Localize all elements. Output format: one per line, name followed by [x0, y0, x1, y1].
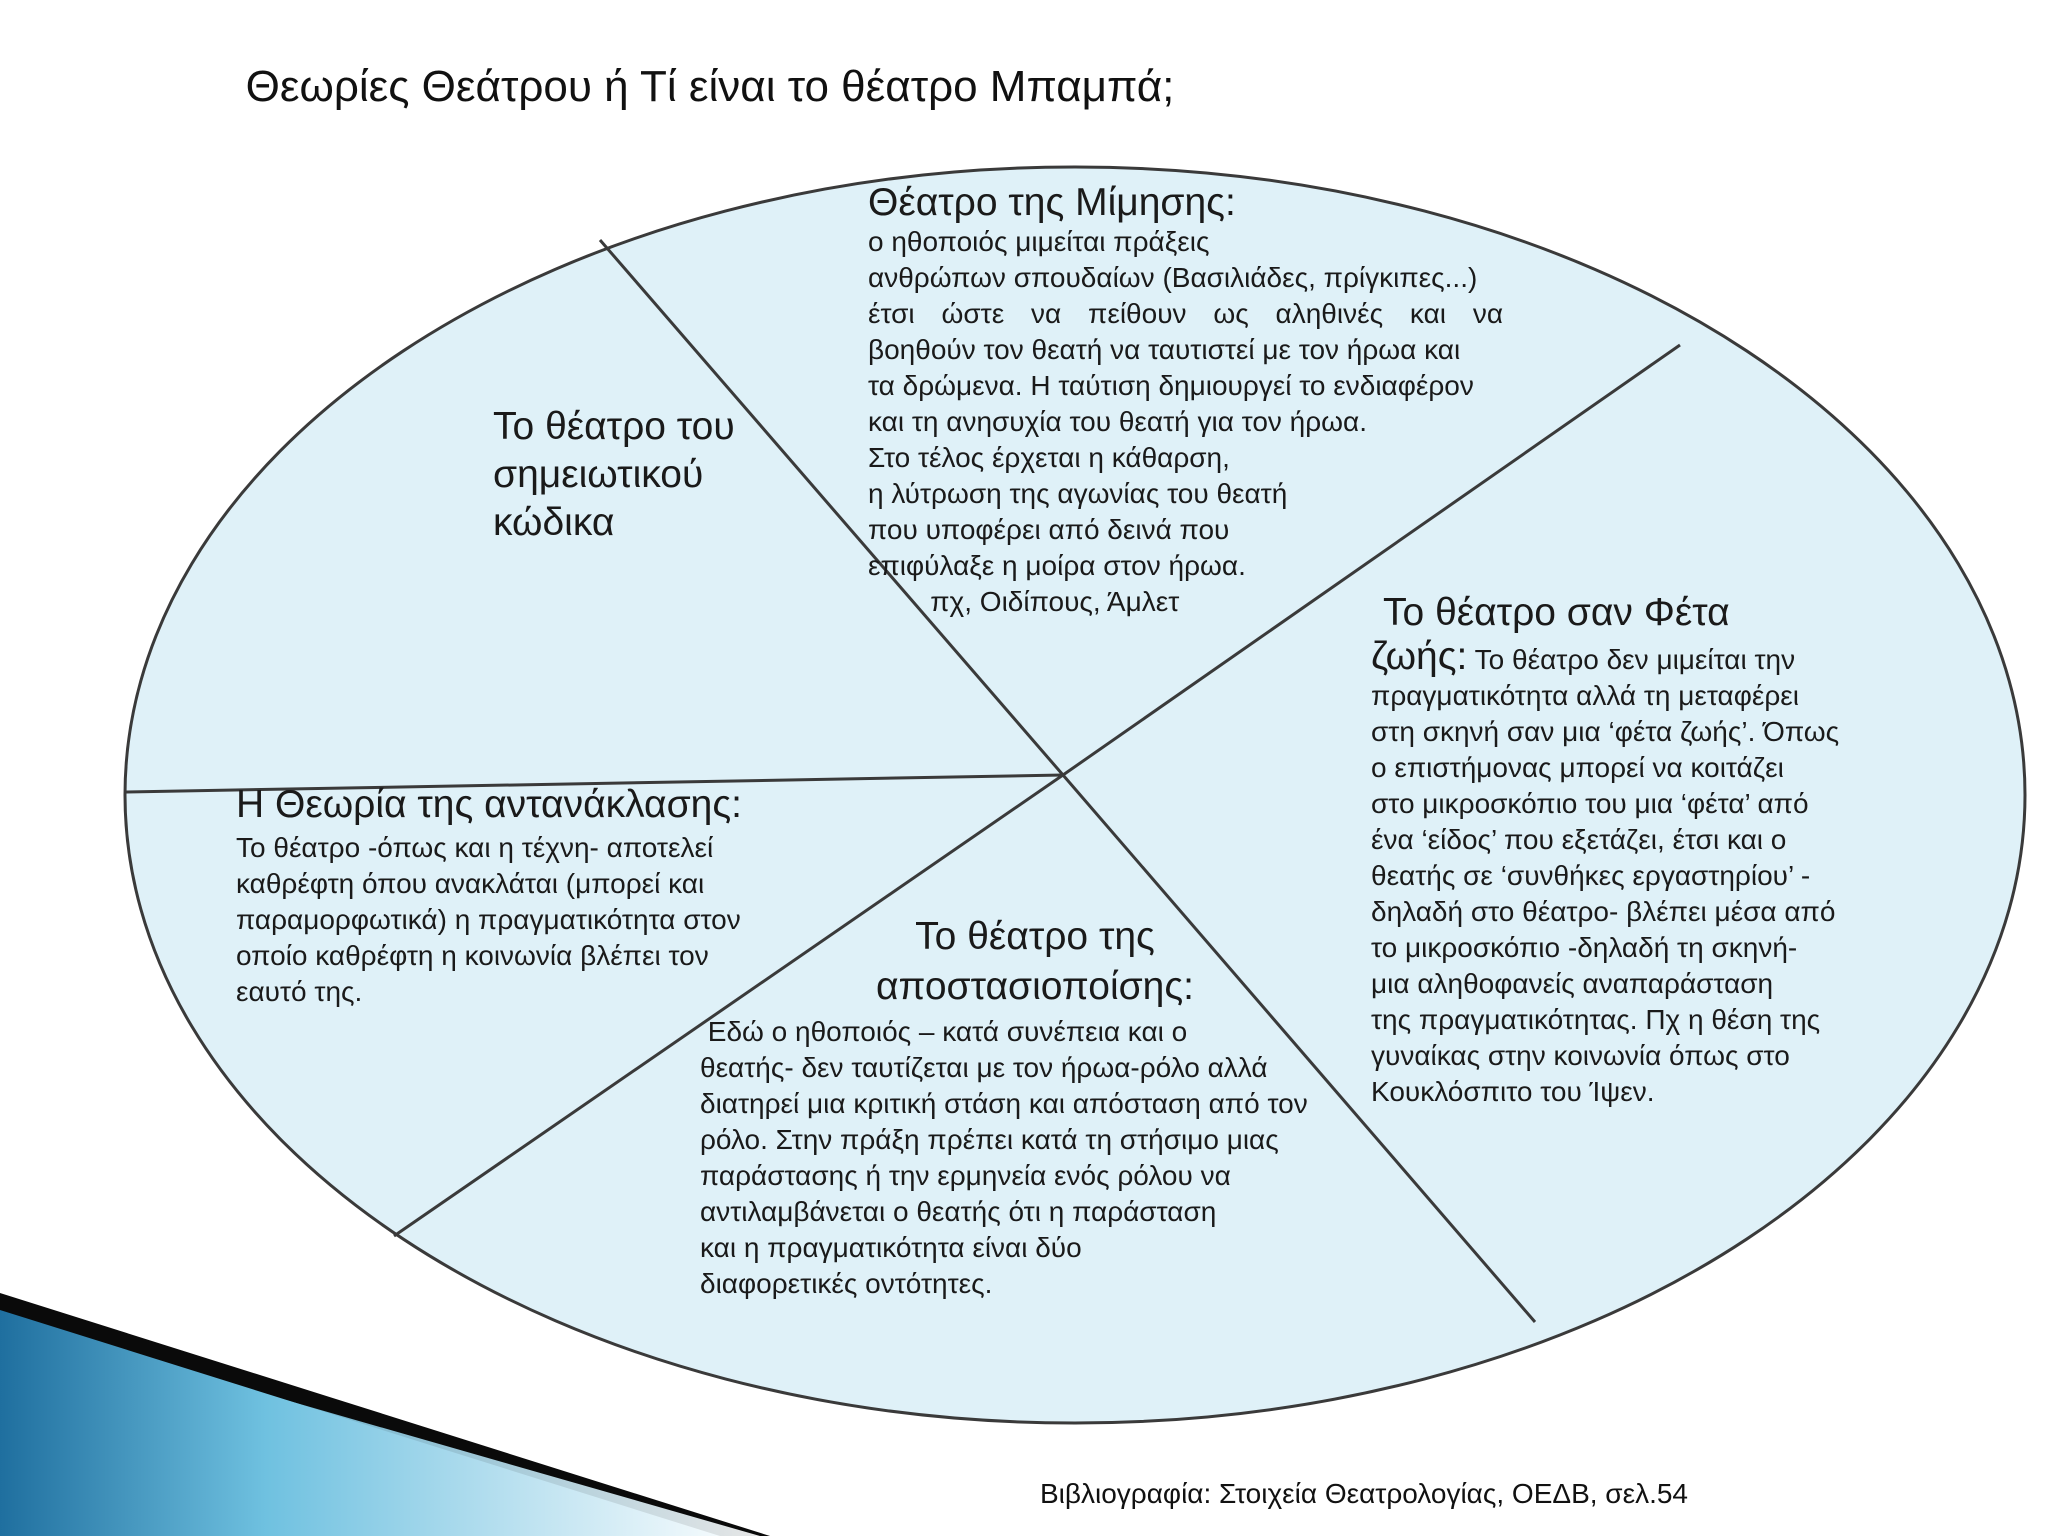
feta-line: ένα ‘είδος’ που εξετάζει, έτσι και ο: [1371, 824, 1787, 855]
apostasio-line: και η πραγματικότητα είναι δύο: [700, 1232, 1082, 1263]
mimisi-line: τα δρώμενα. Η ταύτιση δημιουργεί το ενδιαφέρον: [868, 370, 1474, 401]
feta-heading-2: ζωής:: [1371, 635, 1468, 678]
mimisi-line: πχ, Οιδίπους, Άμλετ: [868, 586, 1180, 617]
apostasio-line: παράστασης ή την ερμηνεία ενός ρόλου να: [700, 1160, 1231, 1191]
feta-line: δηλαδή στο θέατρο- βλέπει μέσα από: [1371, 896, 1836, 927]
apostasio-heading: [840, 912, 1230, 1012]
semeiotic-line: σημειωτικού: [493, 453, 704, 496]
apostasio-line: Εδώ ο ηθοποιός – κατά συνέπεια και ο: [700, 1016, 1188, 1047]
apostasio-heading-line: αποστασιοποίσης:: [875, 965, 1195, 1008]
mimisi-line: έτσι ώστε να πείθουν ως αληθινές και να: [868, 298, 1503, 329]
mimisi-line: επιφύλαξε η μοίρα στον ήρωα.: [868, 550, 1246, 581]
antanaklasi-line: καθρέφτη όπου ανακλάται (μπορεί και: [236, 868, 705, 899]
feta-line: πραγματικότητα αλλά τη μεταφέρει: [1371, 680, 1800, 711]
segment-mimisi: [868, 183, 1503, 620]
segment-semeiotic: [493, 403, 793, 547]
feta-line: μια αληθοφανείς αναπαράσταση: [1371, 968, 1774, 999]
mimisi-heading: Θέατρο της Μίμησης:: [868, 181, 1236, 224]
segment-apostasio: [700, 1014, 1340, 1302]
mimisi-line: ανθρώπων σπουδαίων (Βασιλιάδες, πρίγκιπες...): [868, 262, 1478, 293]
feta-line: θεατής σε ‘συνθήκες εργαστηρίου’ -: [1371, 860, 1811, 891]
antanaklasi-line: παραμορφωτικά) η πραγματικότητα στον: [236, 904, 741, 935]
apostasio-heading-line: Το θέατρο της: [915, 915, 1155, 958]
antanaklasi-line: εαυτό της.: [236, 976, 363, 1007]
mimisi-line: ο ηθοποιός μιμείται πράξεις: [868, 226, 1210, 257]
apostasio-line: ρόλο. Στην πράξη πρέπει κατά τη στήσιμο μιας: [700, 1124, 1279, 1155]
apostasio-line: διατηρεί μια κριτική στάση και απόσταση από τον: [700, 1088, 1308, 1119]
feta-text: [1371, 635, 1891, 1110]
feta-line: το μικροσκόπιο -δηλαδή τη σκηνή-: [1371, 932, 1798, 963]
mimisi-line: η λύτρωση της αγωνίας του θεατή: [868, 478, 1288, 509]
mimisi-line: και τη ανησυχία του θεατή για τον ήρωα.: [868, 406, 1368, 437]
mimisi-line: Στο τέλος έρχεται η κάθαρση,: [868, 442, 1230, 473]
feta-line: γυναίκας στην κοινωνία όπως στο: [1371, 1040, 1790, 1071]
bibliography: Βιβλιογραφία: Στοιχεία Θεατρολογίας, ΟΕΔΒ, σελ.54: [1040, 1478, 1688, 1509]
feta-line: ο επιστήμονας μπορεί να κοιτάζει: [1371, 752, 1784, 783]
segment-feta: [1371, 587, 1891, 1110]
semeiotic-line: Το θέατρο του: [493, 405, 735, 448]
feta-line: [1371, 635, 1891, 678]
page-title: Θεωρίες Θεάτρου ή Τί είναι το θέατρο Μπαμπά;: [245, 62, 1175, 111]
apostasio-line: διαφορετικές οντότητες.: [700, 1268, 993, 1299]
feta-heading: Το θέατρο σαν Φέτα: [1383, 591, 1730, 634]
mimisi-line: βοηθούν τον θεατή να ταυτιστεί με τον ήρωα και: [868, 334, 1461, 365]
feta-line: στο μικροσκόπιο του μια ‘φέτα’ από: [1371, 788, 1809, 819]
apostasio-line: θεατής- δεν ταυτίζεται με τον ήρωα-ρόλο αλλά: [700, 1052, 1268, 1083]
mimisi-text: [868, 224, 1503, 620]
feta-line: στη σκηνή σαν μια ‘φέτα ζωής’. Όπως: [1371, 716, 1840, 747]
feta-line-0: Το θέατρο δεν μιμείται την: [1467, 644, 1796, 675]
antanaklasi-heading: Η Θεωρία της αντανάκλασης:: [236, 783, 742, 826]
segment-antanaklasi: [236, 785, 796, 1010]
antanaklasi-line: Το θέατρο -όπως και η τέχνη- αποτελεί: [236, 832, 714, 863]
semeiotic-line: κώδικα: [493, 501, 615, 544]
feta-line: της πραγματικότητας. Πχ η θέση της: [1371, 1004, 1821, 1035]
feta-line: Κουκλόσπιτο του Ίψεν.: [1371, 1076, 1655, 1107]
antanaklasi-text: [236, 830, 796, 1010]
apostasio-line: αντιλαμβάνεται ο θεατής ότι η παράσταση: [700, 1196, 1217, 1227]
antanaklasi-line: οποίο καθρέφτη η κοινωνία βλέπει τον: [236, 940, 709, 971]
mimisi-line: που υποφέρει από δεινά που: [868, 514, 1230, 545]
apostasio-text: [700, 1014, 1340, 1302]
